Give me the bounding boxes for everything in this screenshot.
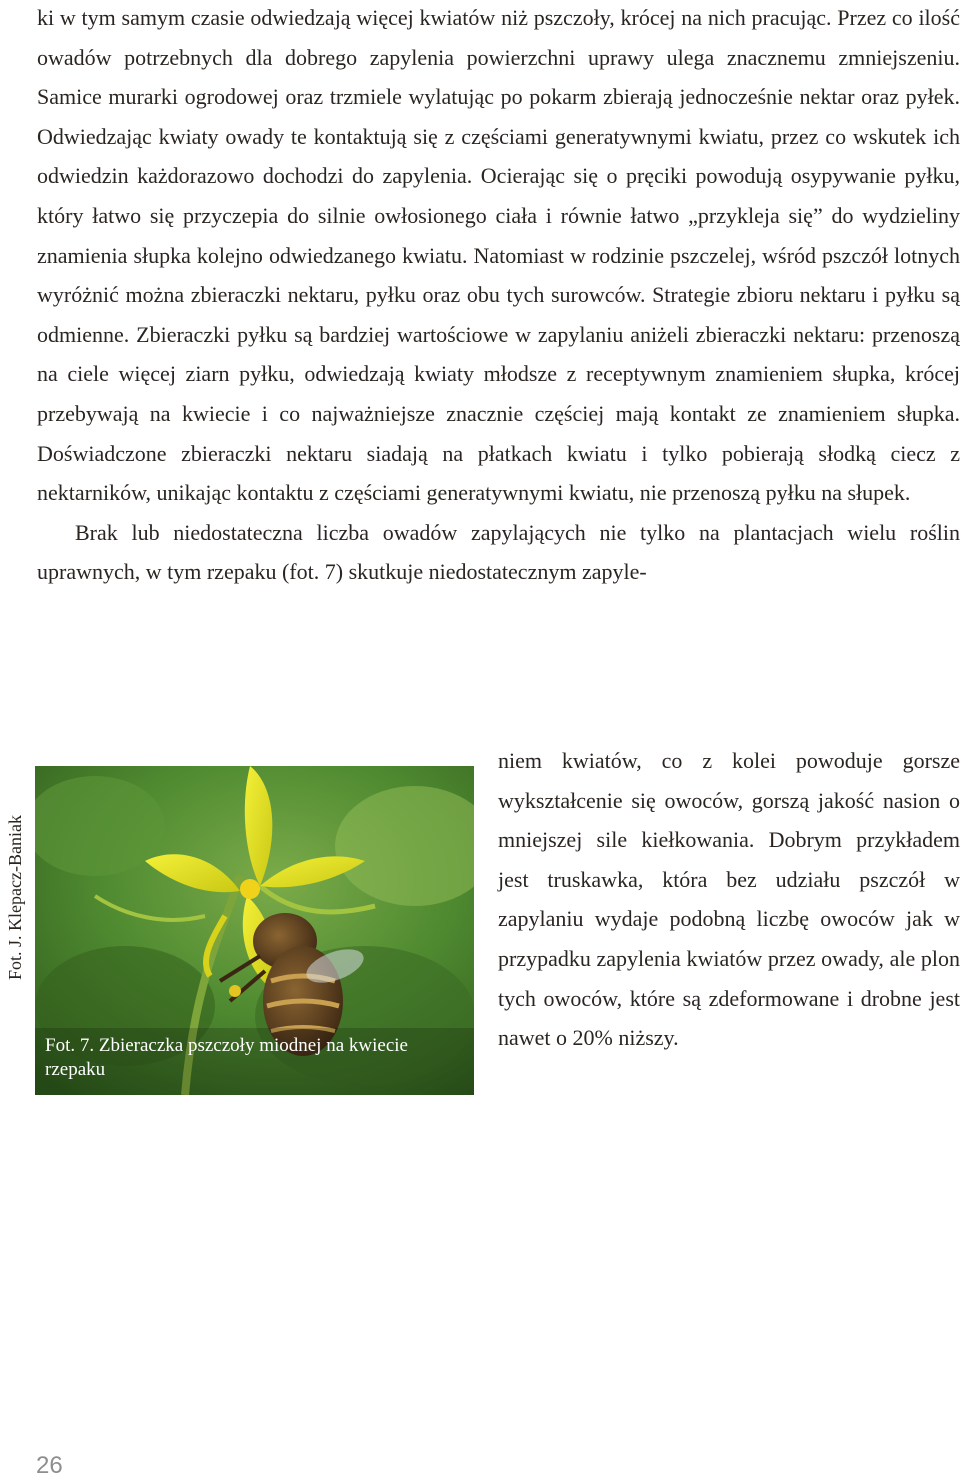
figure-caption: Fot. 7. Zbieraczka pszczoły miodnej na kwiecie rzepaku — [45, 1035, 408, 1080]
page-number: 26 — [36, 1452, 63, 1479]
main-text-column — [37, 0, 960, 592]
body-paragraph-2-wrapped: niem kwiatów, co z kolei powoduje gorsze wykształcenie się owoców, gorszą jakość nasion o mniejszej sile kiełkowania. Dobrym przykładem jest truskawka, która bez udziału pszczół w zapylaniu wydaje podobną liczbę owoców jak w przypadku zapylenia kwiatów przez owady, ale plon tych owoców, które są zdeformowane i drobne jest nawet o 20% niższy. — [498, 748, 960, 1051]
body-paragraph-1: ki w tym samym czasie odwiedzają więcej kwiatów niż pszczoły, krócej na nich pracując. Przez co ilość owadów potrzebnych dla dobrego zapylenia powierzchni uprawy ulega znacznemu zmniejszeniu. Samice murarki ogrodowej oraz trzmiele wylatując po pokarm zbierają jednocześnie nektar oraz pyłek. Odwiedzając kwiaty owady te kontaktują się z częściami generatywnymi kwiatu, przez co wskutek ich odwiedzin każdorazowo dochodzi do zapylenia. Ocierając się o pręciki powodują osypywanie pyłku, który łatwo się przyczepia do silnie owłosionego ciała i równie łatwo „przykleja się” do wydzieliny znamienia słupka kolejno odwiedzanego kwiatu. Natomiast w rodzinie pszczelej, wśród pszczół lotnych wyróżnić można zbieraczki nektaru, pyłku oraz obu tych surowców. Strategie zbioru nektaru i pyłku są odmienne. Zbieraczki pyłku są bardziej wartościowe w zapylaniu aniżeli zbieraczki nektaru: przenoszą na ciele więcej ziarn pyłku, odwiedzają kwiaty młodsze z receptywnym znamieniem słupka, krócej przebywają na kwiecie i co najważniejsze znacznie częściej mają kontakt ze znamieniem słupka. Doświadczone zbieraczki nektaru siadają na płatkach kwiatu i tylko pobierają słodką ciecz z nektarników, unikając kontaktu z częściami generatywnymi kwiatu, nie przenoszą pyłku na słupek. — [37, 5, 960, 506]
bee-on-rapeseed-flower-photo — [35, 766, 474, 1095]
photo-credit: Fot. J. Klepacz-Baniak — [5, 815, 25, 980]
flower-center — [240, 879, 260, 899]
body-paragraph-2-start: Brak lub niedostateczna liczba owadów zapylających nie tylko na plantacjach wielu roślin uprawnych, w tym rzepaku (fot. 7) skutkuje niedostatecznym zapyle- — [37, 519, 960, 585]
pollen-load — [229, 985, 241, 997]
